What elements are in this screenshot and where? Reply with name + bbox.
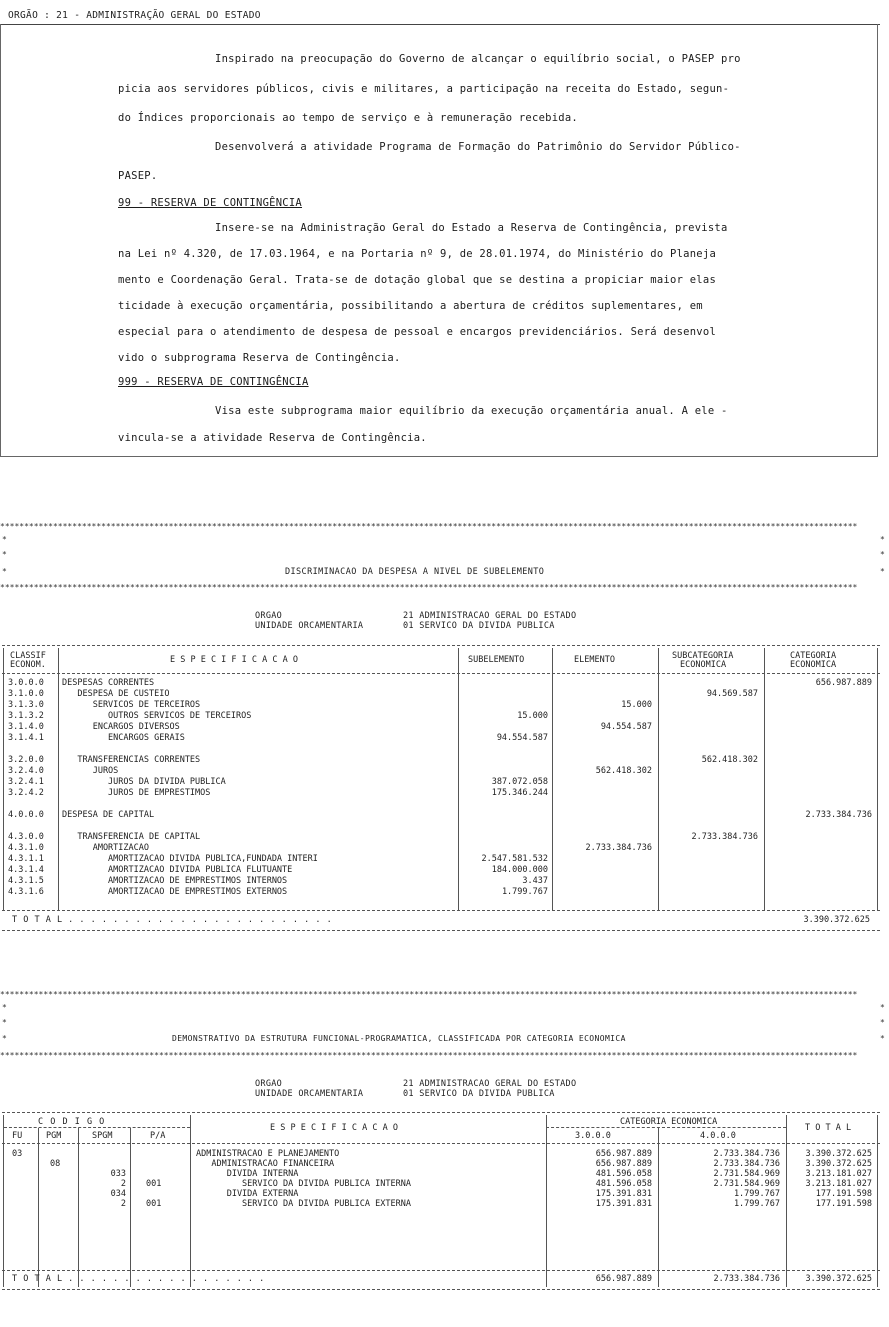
row-code: 4.3.1.1: [8, 854, 44, 864]
unidade-label: UNIDADE ORCAMENTARIA: [255, 621, 364, 631]
table-rule: [4, 1127, 190, 1128]
col-header-econ: ECONOM.: [10, 660, 46, 670]
row-cat2: 2.733.384.736: [713, 1149, 780, 1159]
orgao-value: 21 ADMINISTRACAO GERAL DO ESTADO: [403, 611, 577, 621]
row-description: ADMINISTRACAO FINANCEIRA: [196, 1159, 335, 1169]
star-border: **********************************************************************************************************************************************************************************: [0, 583, 858, 592]
row-pgm: 08: [50, 1159, 61, 1169]
col-header-total: T O T A L: [805, 1123, 852, 1133]
row-spgm: 033: [110, 1169, 126, 1179]
row-cat2: 1.799.767: [733, 1189, 780, 1199]
row-description: TRANSFERENCIAS CORRENTES: [62, 755, 201, 765]
row-cat2: 1.799.767: [733, 1199, 780, 1209]
row-description: AMORTIZACAO DIVIDA PUBLICA,FUNDADA INTERI: [62, 854, 318, 864]
section-heading: 999 - RESERVA DE CONTINGÊNCIA: [118, 376, 309, 388]
paragraph-line: Inspirado na preocupação do Governo de alcançar o equilíbrio social, o PASEP pro: [215, 53, 741, 65]
row-cat1: 481.596.058: [595, 1169, 652, 1179]
row-elemento: 562.418.302: [595, 766, 652, 776]
total-label: T O T A L . . . . . . . . . . . . . . . . . .: [12, 1274, 265, 1284]
star-border: *: [2, 1003, 7, 1012]
row-code: 3.2.4.0: [8, 766, 44, 776]
orgao-label: ORGAO: [255, 1079, 283, 1089]
row-code: 3.0.0.0: [8, 678, 44, 688]
star-border: *: [880, 1018, 885, 1027]
column-divider: [764, 648, 765, 910]
paragraph-line: vincula-se a atividade Reserva de Contingência.: [118, 432, 427, 444]
unidade-value: 01 SERVICO DA DIVIDA PUBLICA: [403, 621, 555, 631]
column-divider: [658, 648, 659, 910]
col-header-pgm: PGM: [46, 1131, 62, 1141]
table-rule: [546, 1127, 786, 1128]
col-header-elemento: ELEMENTO: [574, 655, 615, 665]
column-divider: [546, 1115, 547, 1287]
row-subcategoria: 2.733.384.736: [691, 832, 758, 842]
column-divider: [877, 648, 878, 910]
col-header-spgm: SPGM: [92, 1131, 113, 1141]
column-divider: [786, 1115, 787, 1287]
row-subelemento: 94.554.587: [496, 733, 548, 743]
row-description: JUROS: [62, 766, 119, 776]
row-cat1: 656.987.889: [595, 1149, 652, 1159]
col-header-subcategoria: ECONOMICA: [680, 660, 727, 670]
orgao-value: 21 ADMINISTRACAO GERAL DO ESTADO: [403, 1079, 577, 1089]
row-elemento: 94.554.587: [600, 722, 652, 732]
row-description: DESPESAS CORRENTES: [62, 678, 155, 688]
row-code: 4.3.1.5: [8, 876, 44, 886]
row-description: SERVICOS DE TERCEIROS: [62, 700, 201, 710]
column-divider: [3, 648, 4, 910]
row-fu: 03: [12, 1149, 23, 1159]
star-border: *: [2, 550, 7, 559]
row-code: 4.3.1.0: [8, 843, 44, 853]
row-spgm: 2: [120, 1179, 126, 1189]
total-cat1: 656.987.889: [595, 1274, 652, 1284]
row-description: ENCARGOS DIVERSOS: [62, 722, 180, 732]
row-cat1: 656.987.889: [595, 1159, 652, 1169]
star-border: *: [880, 1034, 885, 1043]
row-description: JUROS DE EMPRESTIMOS: [62, 788, 211, 798]
col-header-cat2: 4.0.0.0: [700, 1131, 736, 1141]
row-description: SERVICO DA DIVIDA PUBLICA INTERNA: [196, 1179, 411, 1189]
total-value: 3.390.372.625: [805, 1274, 872, 1284]
paragraph-line: Desenvolverá a atividade Programa de Formação do Patrimônio do Servidor Público-: [215, 141, 741, 153]
column-divider: [458, 648, 459, 910]
row-elemento: 15.000: [621, 700, 652, 710]
row-pa: 001: [146, 1179, 162, 1189]
row-description: AMORTIZACAO: [62, 843, 149, 853]
row-categoria: 656.987.889: [815, 678, 872, 688]
paragraph-line: PASEP.: [118, 170, 158, 182]
row-description: SERVICO DA DIVIDA PUBLICA EXTERNA: [196, 1199, 411, 1209]
star-border: *: [880, 567, 885, 576]
row-subelemento: 175.346.244: [491, 788, 548, 798]
unidade-label: UNIDADE ORCAMENTARIA: [255, 1089, 364, 1099]
row-description: AMORTIZACAO DE EMPRESTIMOS EXTERNOS: [62, 887, 288, 897]
row-code: 3.1.3.2: [8, 711, 44, 721]
section-heading: 99 - RESERVA DE CONTINGÊNCIA: [118, 197, 303, 209]
row-subelemento: 387.072.058: [491, 777, 548, 787]
column-divider: [877, 1115, 878, 1287]
table-rule: [2, 673, 880, 674]
row-code: 3.2.0.0: [8, 755, 44, 765]
star-border: *: [880, 1003, 885, 1012]
table-rule: [2, 1143, 880, 1144]
row-subcategoria: 562.418.302: [701, 755, 758, 765]
table-rule: [2, 910, 880, 911]
table-rule: [2, 645, 880, 646]
row-total: 177.191.598: [815, 1189, 872, 1199]
column-divider: [3, 1115, 4, 1287]
row-code: 3.1.0.0: [8, 689, 44, 699]
total-label: T O T A L . . . . . . . . . . . . . . . . . . . . . . . .: [12, 915, 333, 925]
row-subelemento: 184.000.000: [491, 865, 548, 875]
table-rule: [2, 1289, 880, 1290]
paragraph-line: na Lei nº 4.320, de 17.03.1964, e na Portaria nº 9, de 28.01.1974, do Ministério do Planeja: [118, 248, 717, 260]
paragraph-line: vido o subprograma Reserva de Contingência.: [118, 352, 401, 364]
star-border: *: [2, 535, 7, 544]
paragraph-line: do Índices proporcionais ao tempo de serviço e à remuneração recebida.: [118, 112, 579, 124]
row-code: 4.3.1.4: [8, 865, 44, 875]
row-subelemento: 15.000: [517, 711, 548, 721]
row-pa: 001: [146, 1199, 162, 1209]
star-border: **********************************************************************************************************************************************************************************: [0, 522, 858, 531]
row-cat1: 481.596.058: [595, 1179, 652, 1189]
row-total: 177.191.598: [815, 1199, 872, 1209]
report-title: DEMONSTRATIVO DA ESTRUTURA FUNCIONAL-PROGRAMATICA, CLASSIFICADA POR CATEGORIA ECONOMICA: [172, 1034, 626, 1043]
column-divider: [658, 1128, 659, 1287]
row-cat1: 175.391.831: [595, 1189, 652, 1199]
star-border: *: [880, 550, 885, 559]
row-description: DIVIDA INTERNA: [196, 1169, 299, 1179]
row-code: 4.3.1.6: [8, 887, 44, 897]
col-header-codigo: C O D I G O: [38, 1117, 106, 1127]
col-header-classif: CLASSIF: [10, 651, 46, 661]
paragraph-line: especial para o atendimento de despesa de pessoal e encargos previdenciários. Será desenvol: [118, 326, 717, 338]
row-code: 3.2.4.2: [8, 788, 44, 798]
row-categoria: 2.733.384.736: [805, 810, 872, 820]
star-border: *: [2, 567, 7, 576]
row-spgm: 034: [110, 1189, 126, 1199]
col-header-categoria: CATEGORIA ECONOMICA: [620, 1117, 718, 1127]
column-divider: [38, 1128, 39, 1287]
row-spgm: 2: [120, 1199, 126, 1209]
column-divider: [58, 648, 59, 910]
row-cat1: 175.391.831: [595, 1199, 652, 1209]
star-border: *: [880, 535, 885, 544]
row-code: 4.0.0.0: [8, 810, 44, 820]
row-code: 3.2.4.1: [8, 777, 44, 787]
table-rule: [2, 930, 880, 931]
row-description: AMORTIZACAO DE EMPRESTIMOS INTERNOS: [62, 876, 288, 886]
col-header-cat1: 3.0.0.0: [575, 1131, 611, 1141]
row-description: DESPESA DE CUSTEIO: [62, 689, 170, 699]
row-description: ENCARGOS GERAIS: [62, 733, 185, 743]
star-border: *: [2, 1034, 7, 1043]
star-border: **********************************************************************************************************************************************************************************: [0, 1051, 858, 1060]
unidade-value: 01 SERVICO DA DIVIDA PUBLICA: [403, 1089, 555, 1099]
row-cat2: 2.731.584.969: [713, 1179, 780, 1189]
star-border: *: [2, 1018, 7, 1027]
table-rule: [2, 1112, 880, 1113]
row-description: OUTROS SERVICOS DE TERCEIROS: [62, 711, 252, 721]
paragraph-line: picia aos servidores públicos, civis e militares, a participação na receita do Estado, segun-: [118, 83, 730, 95]
row-cat2: 2.731.584.969: [713, 1169, 780, 1179]
paragraph-line: Visa este subprograma maior equilíbrio da execução orçamentária anual. A ele -: [215, 405, 728, 417]
paragraph-line: Insere-se na Administração Geral do Estado a Reserva de Contingência, prevista: [215, 222, 728, 234]
row-code: 3.1.4.0: [8, 722, 44, 732]
col-header-pa: P/A: [150, 1131, 166, 1141]
paragraph-line: ticidade à execução orçamentária, possibilitando a abertura de créditos suplementares, em: [118, 300, 703, 312]
column-divider: [130, 1128, 131, 1287]
col-header-especificacao: E S P E C I F I C A C A O: [270, 1123, 398, 1133]
row-total: 3.213.181.027: [805, 1179, 872, 1189]
column-divider: [190, 1115, 191, 1287]
total-cat2: 2.733.384.736: [713, 1274, 780, 1284]
star-border: **********************************************************************************************************************************************************************************: [0, 990, 858, 999]
orgao-header: ORGÃO : 21 - ADMINISTRAÇÃO GERAL DO ESTADO: [8, 10, 261, 21]
row-total: 3.213.181.027: [805, 1169, 872, 1179]
row-code: 3.1.4.1: [8, 733, 44, 743]
row-subelemento: 3.437: [522, 876, 548, 886]
row-subcategoria: 94.569.587: [706, 689, 758, 699]
row-subelemento: 1.799.767: [501, 887, 548, 897]
row-description: TRANSFERENCIA DE CAPITAL: [62, 832, 201, 842]
column-divider: [78, 1128, 79, 1287]
total-value: 3.390.372.625: [803, 915, 870, 925]
orgao-label: ORGAO: [255, 611, 283, 621]
row-code: 4.3.0.0: [8, 832, 44, 842]
col-header-fu: FU: [12, 1131, 23, 1141]
col-header-categoria: ECONOMICA: [790, 660, 837, 670]
col-header-especificacao: E S P E C I F I C A C A O: [170, 655, 298, 665]
row-description: AMORTIZACAO DIVIDA PUBLICA FLUTUANTE: [62, 865, 293, 875]
row-total: 3.390.372.625: [805, 1149, 872, 1159]
row-code: 3.1.3.0: [8, 700, 44, 710]
col-header-subcategoria: SUBCATEGORIA: [672, 651, 734, 661]
row-description: JUROS DA DIVIDA PUBLICA: [62, 777, 226, 787]
row-description: DIVIDA EXTERNA: [196, 1189, 299, 1199]
row-description: DESPESA DE CAPITAL: [62, 810, 155, 820]
col-header-subelemento: SUBELEMENTO: [468, 655, 525, 665]
row-elemento: 2.733.384.736: [585, 843, 652, 853]
row-subelemento: 2.547.581.532: [481, 854, 548, 864]
report-title: DISCRIMINACAO DA DESPESA A NIVEL DE SUBELEMENTO: [285, 567, 545, 577]
paragraph-line: mento e Coordenação Geral. Trata-se de dotação global que se destina a propiciar maior elas: [118, 274, 717, 286]
row-cat2: 2.733.384.736: [713, 1159, 780, 1169]
table-rule: [2, 1270, 880, 1271]
column-divider: [552, 648, 553, 910]
row-total: 3.390.372.625: [805, 1159, 872, 1169]
col-header-categoria: CATEGORIA: [790, 651, 837, 661]
row-description: ADMINISTRACAO E PLANEJAMENTO: [196, 1149, 340, 1159]
